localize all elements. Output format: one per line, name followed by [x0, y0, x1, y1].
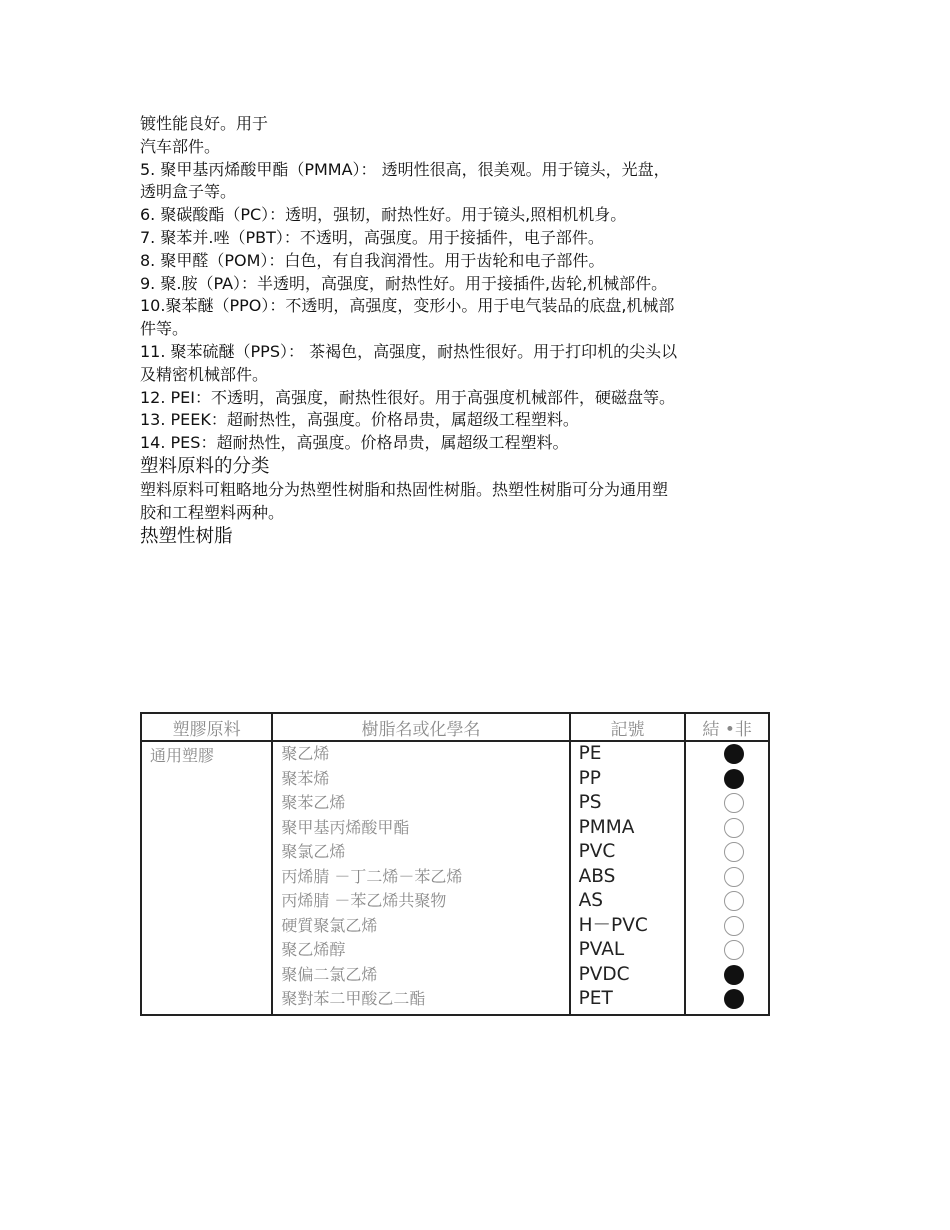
codes-cell: [570, 741, 686, 1015]
resin-names-list: [273, 742, 568, 1014]
hollow-circle-icon: [724, 842, 744, 862]
resin-table: [140, 712, 770, 1016]
category-label: 通用塑膠: [150, 746, 215, 765]
mark-row: [686, 938, 768, 963]
list-item-ppo: 10.聚苯醚（PPO）：不透明，高强度，变形小。用于电气装品的底盘,机械部: [140, 296, 675, 316]
list-item-pa: 9. 聚.胺（PA）：半透明，高强度，耐热性好。用于接插件,齿轮,机械部件。: [140, 273, 668, 293]
list-item-pbt: 7. 聚苯并.唑（PBT）：不透明，高强度。用于接插件，电子部件。: [140, 227, 604, 247]
text-line: 汽车部件。: [140, 136, 221, 156]
hollow-circle-icon: [724, 891, 744, 911]
header-resin-name: 樹脂名或化學名: [272, 713, 569, 741]
resin-name: 聚乙烯: [281, 744, 330, 763]
text-line: 及精密机械部件。: [140, 364, 269, 384]
resin-code: PVDC: [578, 963, 630, 985]
filled-circle-icon: [724, 744, 744, 764]
resin-name: 聚苯烯: [281, 768, 330, 788]
resin-code: AS: [578, 890, 604, 911]
mark-row: [686, 816, 768, 841]
hollow-circle-icon: [724, 818, 744, 838]
paragraph-line: 塑料原料可粗略地分为热塑性树脂和热固性树脂。热塑性树脂可分为通用塑: [140, 479, 669, 499]
resin-name: 丙烯腈 －丁二烯－苯乙烯: [281, 866, 463, 886]
hollow-circle-icon: [724, 940, 744, 960]
mark-row: [686, 791, 768, 816]
list-item-pmma: 5. 聚甲基丙烯酸甲酯（PMMA）： 透明性很高，很美观。用于镜头，光盘，: [140, 159, 670, 179]
filled-circle-icon: [724, 989, 744, 1009]
names-cell: [272, 741, 569, 1015]
marks-cell: [685, 741, 769, 1015]
resin-name: 聚甲基丙烯酸甲酯: [281, 817, 410, 837]
resin-name: 聚氯乙烯: [281, 842, 346, 861]
resin-code: ABS: [578, 865, 616, 887]
text-line: 件等。: [140, 319, 189, 339]
resin-code: PS: [578, 792, 602, 813]
resin-codes-list: [571, 742, 685, 1014]
list-item-pom: 8. 聚甲醛（POM）：白色，有自我润滑性。用于齿轮和电子部件。: [140, 250, 605, 270]
filled-circle-icon: [724, 965, 744, 985]
resin-code: PVAL: [578, 939, 625, 960]
list-item-pps: 11. 聚苯硫醚（PPS）： 茶褐色，高强度，耐热性很好。用于打印机的尖头以: [140, 341, 678, 361]
resin-name: 硬質聚氯乙烯: [281, 915, 378, 935]
section-heading: 塑料原料的分类: [140, 455, 270, 477]
resin-name: 聚乙烯醇: [281, 940, 346, 959]
crystalline-marks-list: [686, 742, 768, 1014]
hollow-circle-icon: [724, 793, 744, 813]
text-line: 透明盒子等。: [140, 182, 237, 202]
hollow-circle-icon: [724, 916, 744, 936]
mark-row: [686, 963, 768, 988]
resin-code: PE: [578, 743, 602, 764]
category-cell: [141, 741, 272, 1015]
list-item-pei: 12. PEI：不透明，高强度，耐热性很好。用于高强度机械部件，硬磁盘等。: [140, 387, 676, 407]
mark-row: [686, 889, 768, 914]
resin-name: 丙烯腈 －苯乙烯共聚物: [281, 891, 447, 910]
list-item-pes: 14. PES：超耐热性，高强度。价格昂贵，属超级工程塑料。: [140, 433, 569, 453]
header-crystalline: 結 •非: [685, 713, 769, 741]
resin-code: PVC: [578, 841, 616, 862]
resin-table-container: [140, 712, 770, 1016]
paragraph-line: 胶和工程塑料两种。: [140, 502, 285, 522]
document-body: [140, 113, 790, 549]
mark-row: [686, 914, 768, 939]
list-item-peek: 13. PEEK：超耐热性，高强度。价格昂贵，属超级工程塑料。: [140, 410, 579, 430]
resin-name: 聚苯乙烯: [281, 793, 346, 812]
mark-row: [686, 865, 768, 890]
resin-code: H－PVC: [578, 914, 648, 936]
resin-name: 聚對苯二甲酸乙二酯: [281, 989, 426, 1008]
section-heading: 热塑性树脂: [140, 525, 233, 547]
mark-row: [686, 742, 768, 767]
list-item-pc: 6. 聚碳酸酯（PC）：透明，强韧，耐热性好。用于镜头,照相机机身。: [140, 205, 627, 225]
header-material: 塑膠原料: [141, 713, 272, 741]
filled-circle-icon: [724, 769, 744, 789]
resin-name: 聚偏二氯乙烯: [281, 964, 378, 984]
resin-code: PET: [578, 988, 613, 1009]
mark-row: [686, 840, 768, 865]
mark-row: [686, 987, 768, 1012]
table-row: [141, 741, 769, 1015]
header-symbol: 記號: [570, 713, 686, 741]
table-header-row: [141, 713, 769, 741]
resin-code: PP: [578, 767, 601, 789]
resin-code: PMMA: [578, 816, 635, 838]
hollow-circle-icon: [724, 867, 744, 887]
mark-row: [686, 767, 768, 792]
text-line: 镀性能良好。用于: [140, 114, 269, 133]
